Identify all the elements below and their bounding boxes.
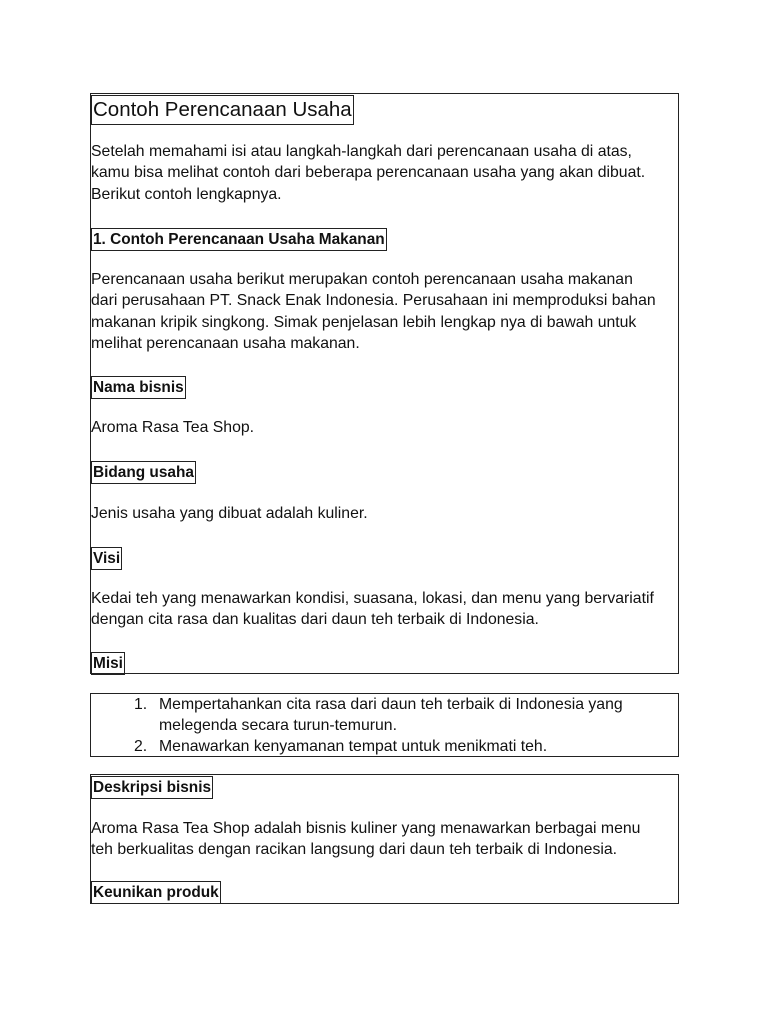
- misi-label: Misi: [91, 652, 125, 675]
- section-body-line: makanan kripik singkong. Simak penjelasan lebih lengkap nya di bawah untuk: [91, 314, 637, 331]
- section-body-line: melihat perencanaan usaha makanan.: [91, 335, 360, 352]
- keunikan-produk-label: Keunikan produk: [91, 881, 221, 904]
- intro-line: Setelah memahami isi atau langkah-langkah dari perencanaan usaha di atas,: [91, 143, 632, 160]
- intro-line: Berikut contoh lengkapnya.: [91, 186, 282, 203]
- visi-label: Visi: [91, 547, 122, 570]
- list-item: Mempertahankan cita rasa dari daun teh terbaik di Indonesia yang: [159, 696, 623, 713]
- nama-bisnis-value: Aroma Rasa Tea Shop.: [91, 419, 255, 436]
- intro-line: kamu bisa melihat contoh dari beberapa perencanaan usaha yang akan dibuat.: [91, 164, 646, 181]
- bidang-usaha-label: Bidang usaha: [91, 461, 196, 484]
- list-item: Menawarkan kenyamanan tempat untuk menikmati teh.: [159, 738, 548, 755]
- list-item-number: 1.: [134, 696, 148, 713]
- deskripsi-value-line: teh berkualitas dengan racikan langsung dari daun teh terbaik di Indonesia.: [91, 841, 618, 858]
- nama-bisnis-label: Nama bisnis: [91, 376, 186, 399]
- list-item-number: 2.: [134, 738, 148, 755]
- misi-list: [90, 693, 679, 757]
- visi-value-line: Kedai teh yang menawarkan kondisi, suasana, lokasi, dan menu yang bervariatif: [91, 590, 654, 607]
- deskripsi-bisnis-label: Deskripsi bisnis: [91, 776, 213, 799]
- list-item: melegenda secara turun-temurun.: [159, 717, 397, 734]
- content-block-description: [90, 774, 679, 904]
- section-body-line: Perencanaan usaha berikut merupakan contoh perencanaan usaha makanan: [91, 271, 633, 288]
- section-heading: 1. Contoh Perencanaan Usaha Makanan: [91, 228, 387, 251]
- content-block-main: [90, 93, 679, 674]
- visi-value-line: dengan cita rasa dan kualitas dari daun teh terbaik di Indonesia.: [91, 611, 539, 628]
- deskripsi-value-line: Aroma Rasa Tea Shop adalah bisnis kuliner yang menawarkan berbagai menu: [91, 820, 641, 837]
- bidang-usaha-value: Jenis usaha yang dibuat adalah kuliner.: [91, 505, 368, 522]
- section-body-line: dari perusahaan PT. Snack Enak Indonesia. Perusahaan ini memproduksi bahan: [91, 292, 656, 309]
- page-title: Contoh Perencanaan Usaha: [91, 95, 354, 125]
